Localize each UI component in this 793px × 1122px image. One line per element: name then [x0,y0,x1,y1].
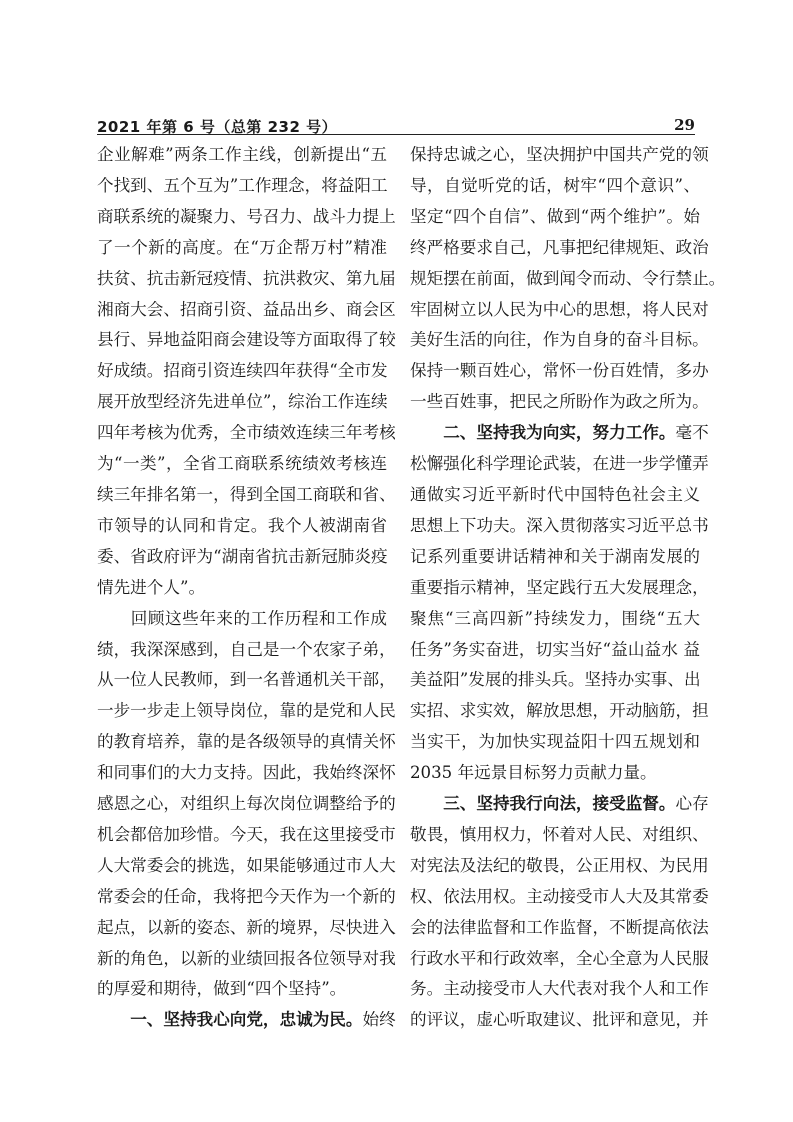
paragraph-line: 终严格要求自己，凡事把纪律规矩、政治 [410,237,709,257]
paragraph-line: 保持忠诚之心，坚决拥护中国共产党的领 [410,145,709,164]
paragraph-line: 当实干，为加快实现益阳十四五规划和 [410,732,700,752]
paragraph-line: 规矩摆在前面，做到闻令而动、令行禁止。 [410,268,726,288]
paragraph-line: 机会都倍加珍惜。今天，我在这里接受市 [97,824,396,844]
section-heading: 一、坚持我心向党，忠诚为民。 [130,1010,363,1030]
paragraph-line: 行政水平和行政效率，全心全意为人民服 [410,948,709,968]
paragraph-line: 个找到、五个互为”工作理念，将益阳工 [97,175,388,195]
paragraph-line: 人大常委会的挑选，如果能够通过市人大 [97,855,396,875]
paragraph-line: 重要指示精神，坚定践行五大发展理念， [410,577,709,597]
paragraph-line: 四年考核为优秀，全市绩效连续三年考核 [97,423,396,443]
paragraph [410,418,709,789]
header-divider [97,134,695,135]
paragraph [97,1005,396,1036]
paragraph [410,140,726,418]
paragraph-line: 保持一颗百姓心，常怀一份百姓情，多办 [410,361,709,381]
paragraph-line: 市领导的认同和肯定。我个人被湖南省 [97,515,387,535]
section-heading: 三、坚持我行向法，接受监督。 [443,794,676,814]
paragraph-line: 敬畏，慎用权力，怀着对人民、对组织、 [410,824,709,844]
paragraph-line: 记系列重要讲话精神和关于湖南发展的 [410,546,700,566]
text-run: 心存 [675,794,709,814]
paragraph-line: 导，自觉听党的话，树牢“四个意识”、 [410,175,700,195]
paragraph-line: 情先进个人”。 [97,577,206,597]
paragraph-line: 一步一步走上领导岗位，靠的是党和人民 [97,701,396,721]
paragraph-line: 实招、求实效，解放思想，开动脑筋，担 [410,701,709,721]
paragraph-line: 回顾这些年来的工作历程和工作成 [97,608,387,628]
paragraph-line: 湘商大会、招商引资、益品出乡、商会区 [97,299,396,319]
paragraph-line: 和同事们的大力支持。因此，我始终深怀 [97,763,396,783]
paragraph [97,140,396,604]
left-column [97,140,396,1036]
paragraph [97,604,396,1006]
paragraph-line: 扶贫、抗击新冠疫情、抗洪救灾、第九届 [97,268,396,288]
paragraph-line: 新的角色，以新的业绩回报各位领导对我 [97,948,396,968]
paragraph-line: 绩，我深深感到，自己是一个农家子弟， [97,639,396,659]
paragraph-line: 的评议，虚心听取建议、批评和意见，并 [410,1010,709,1030]
paragraph-line: 对宪法及法纪的敬畏，公正用权、为民用 [410,855,709,875]
paragraph-line: 常委会的任命，我将把今天作为一个新的 [97,886,396,906]
paragraph-line: 从一位人民教师，到一名普通机关干部， [97,670,396,690]
paragraph-line: 县行、异地益阳商会建设等方面取得了较 [97,330,396,350]
text-run: 始终 [362,1010,396,1030]
paragraph-line: 美益阳”发展的排头兵。坚持办实事、出 [410,670,701,690]
paragraph-line: 通做实习近平新时代中国特色社会主义 [410,484,700,504]
paragraph-line: 企业解难”两条工作主线，创新提出“五 [97,145,387,164]
issue-label: 2021 年第 6 号（总第 232 号） [97,118,338,136]
text-run: 毫不 [675,423,709,443]
paragraph-line: 一些百姓事，把民之所盼作为政之所为。 [410,392,709,412]
paragraph-line: 起点，以新的姿态、新的境界，尽快进入 [97,917,396,937]
paragraph-line: 思想上下功夫。深入贯彻落实习近平总书 [410,515,709,535]
paragraph-line: 感恩之心，对组织上每次岗位调整给予的 [97,794,396,814]
paragraph-line: 松懈强化科学理论武装，在进一步学懂弄 [410,454,709,474]
paragraph [410,789,709,1036]
paragraph-line [97,1005,396,1036]
paragraph-line: 美好生活的向往，作为自身的奋斗目标。 [410,330,709,350]
paragraph-line: 展开放型经济先进单位”，综治工作连续 [97,392,388,412]
paragraph-line: 坚定“四个自信”、做到“两个维护”。始 [410,206,700,226]
paragraph-line: 任务”务实奋进，切实当好“益山益水 益 [410,639,700,659]
paragraph-line: 聚焦“三高四新”持续发力，围绕“五大 [410,608,700,628]
paragraph-line [410,418,709,449]
paragraph-line: 的教育培养，靠的是各级领导的真情关怀 [97,732,396,752]
page-number: 29 [674,116,695,134]
paragraph-line: 为“一类”，全省工商联系统绩效考核连 [97,454,387,474]
paragraph-line: 的厚爱和期待，做到“四个坚持”。 [97,979,347,999]
paragraph-line: 会的法律监督和工作监督，不断提高依法 [410,917,709,937]
paragraph-line: 权、依法用权。主动接受市人大及其常委 [410,886,709,906]
paragraph-line [410,789,709,820]
paragraph-line: 务。主动接受市人大代表对我个人和工作 [410,979,709,999]
section-heading: 二、坚持我为向实，努力工作。 [443,423,676,443]
paragraph-line: 了一个新的高度。在“万企帮万村”精准 [97,237,387,257]
paragraph-line: 牢固树立以人民为中心的思想，将人民对 [410,299,709,319]
right-column [410,140,726,1036]
paragraph-line: 好成绩。招商引资连续四年获得“全市发 [97,361,388,381]
paragraph-line: 续三年排名第一，得到全国工商联和省、 [97,484,396,504]
paragraph-line: 委、省政府评为“湖南省抗击新冠肺炎疫 [97,546,388,566]
paragraph-line: 2035 年远景目标努力贡献力量。 [410,763,657,783]
paragraph-line: 商联系统的凝聚力、号召力、战斗力提上 [97,206,396,226]
